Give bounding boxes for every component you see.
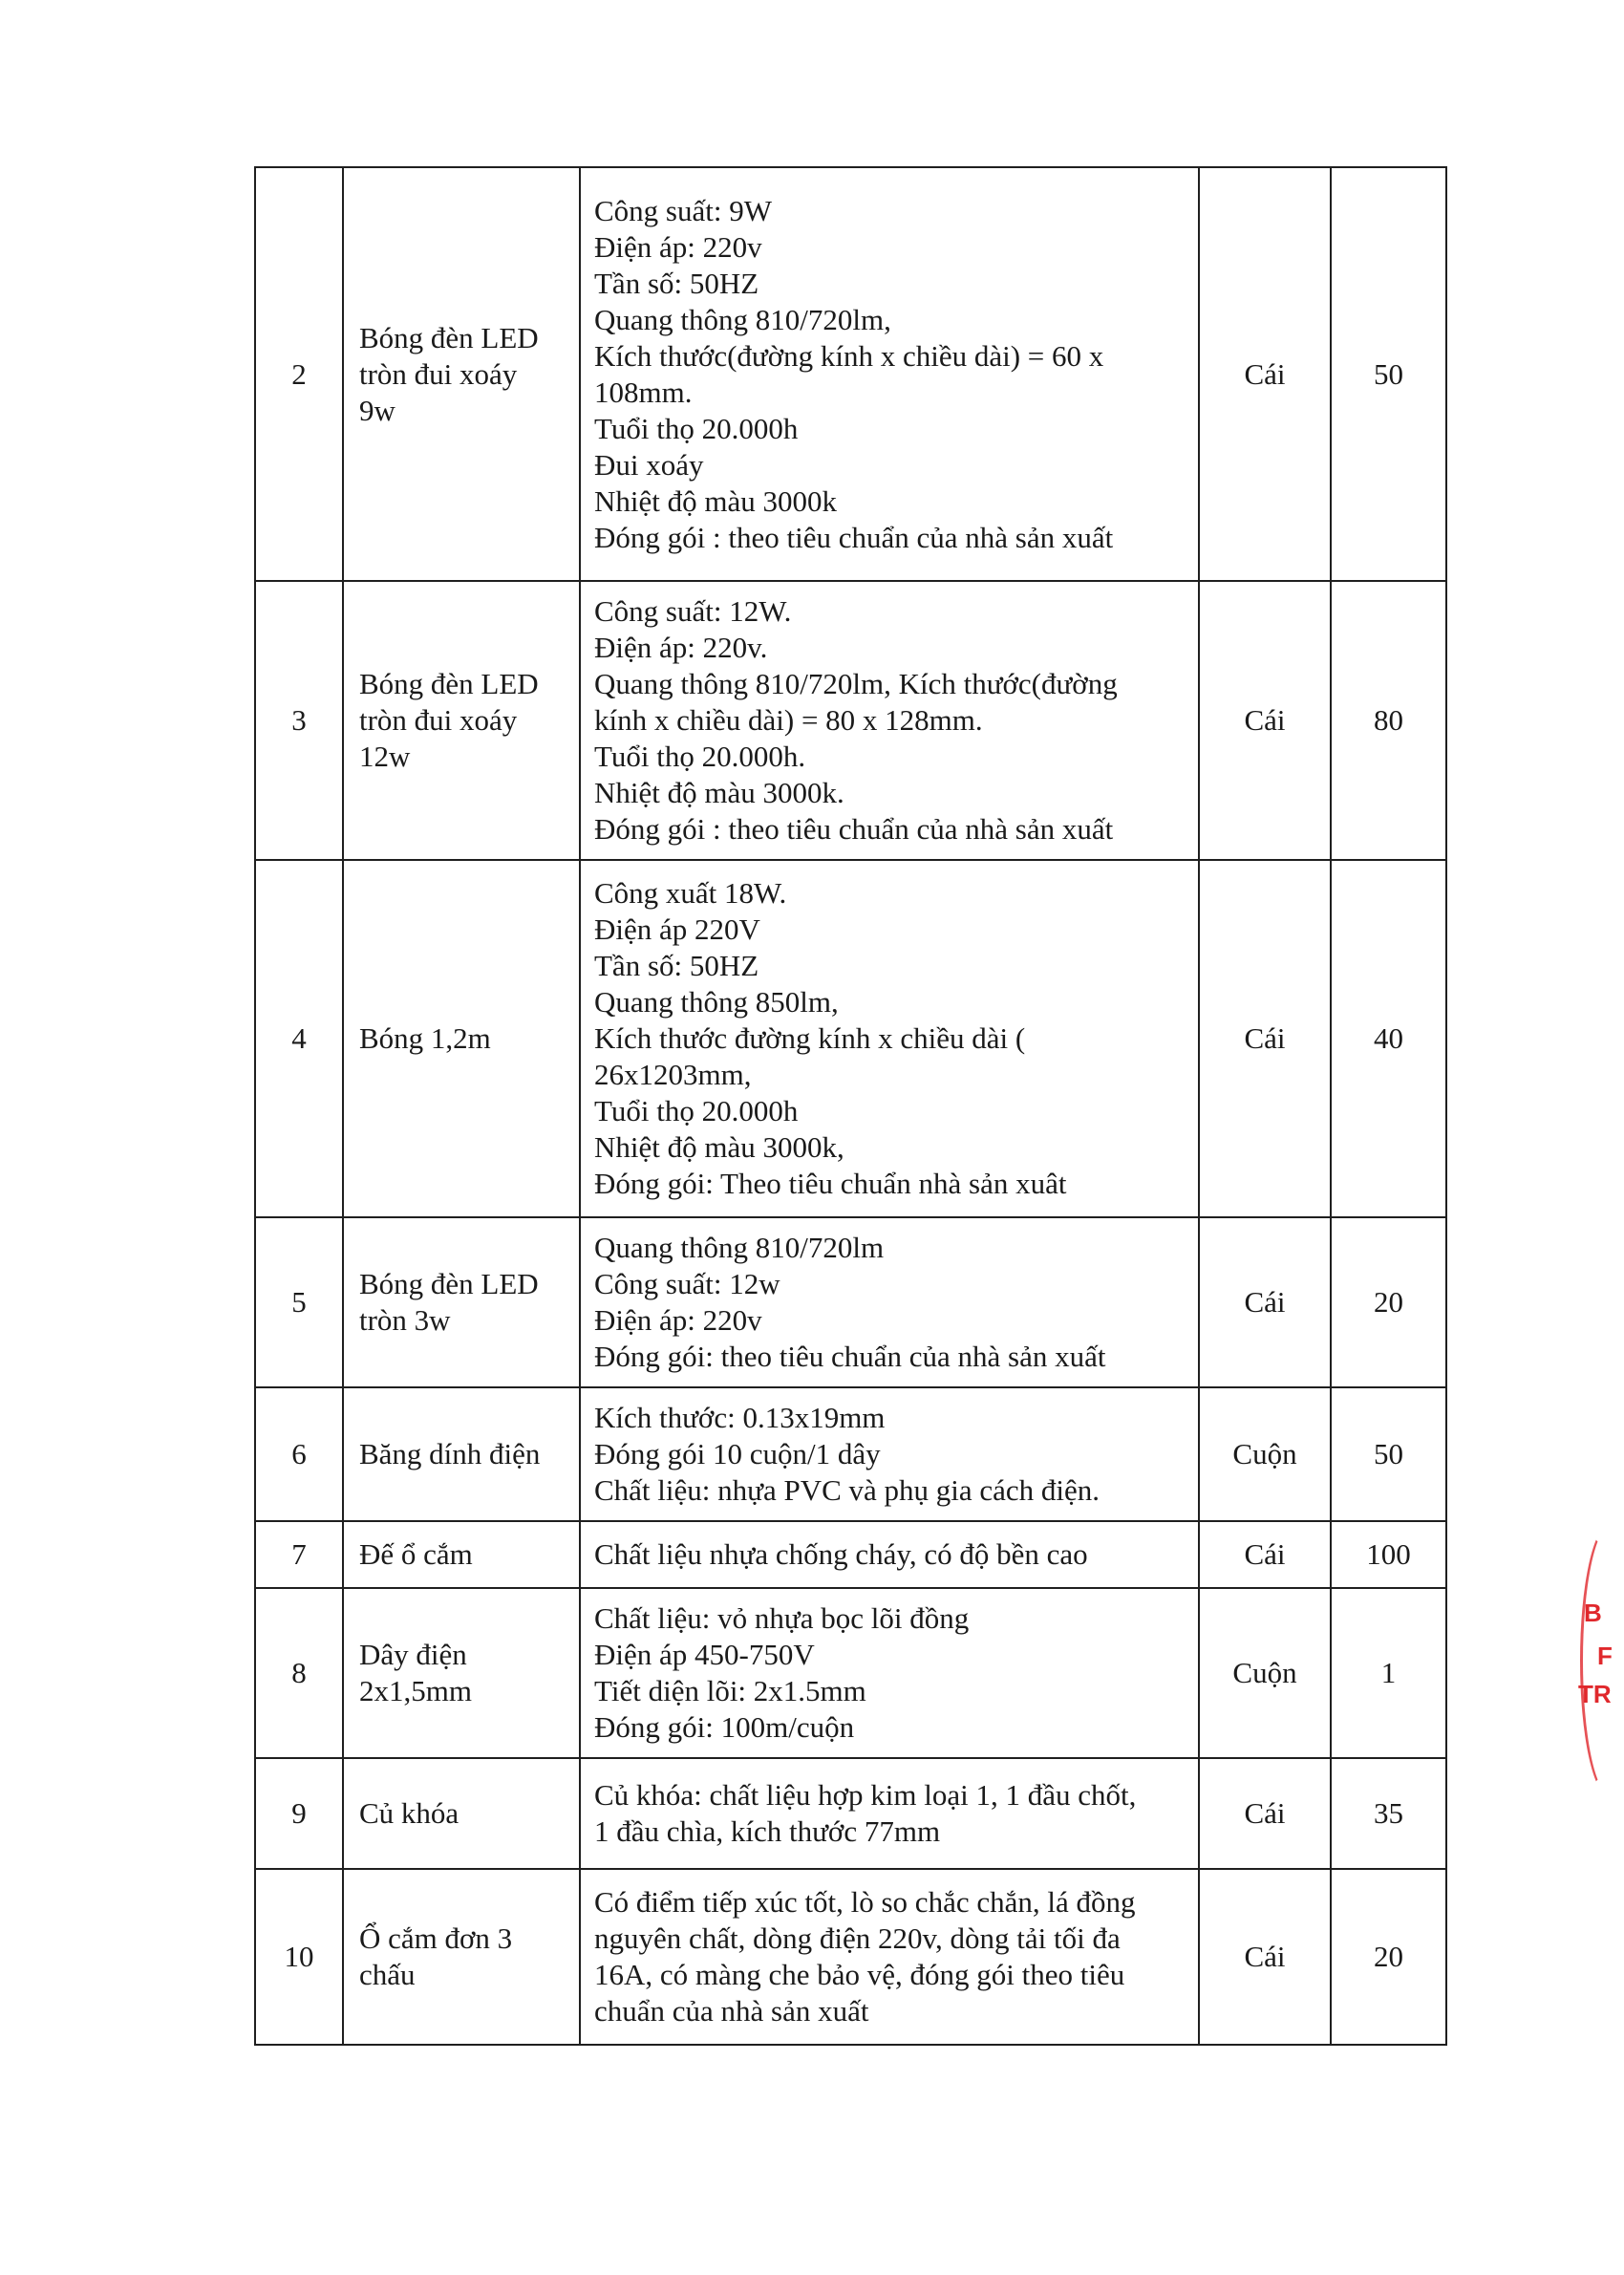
spec-line: Quang thông 850lm, [594, 985, 839, 1019]
product-name-line: 2x1,5mm [359, 1674, 472, 1707]
spec-line: nguyên chất, dòng điện 220v, dòng tải tối đa [594, 1921, 1121, 1955]
cell-product-name [343, 1758, 580, 1869]
spec-line: Đóng gói: theo tiêu chuẩn của nhà sản xuất [594, 1340, 1106, 1373]
stamp-text-1: B [1584, 1599, 1602, 1627]
cell-specification [580, 581, 1199, 860]
product-name-line: Bóng 1,2m [359, 1021, 491, 1055]
product-name-line: Bóng đèn LED [359, 667, 539, 700]
red-seal-stamp-fragment [1574, 1524, 1624, 1811]
cell-stt: 10 [255, 1869, 343, 2045]
cell-quantity: 20 [1331, 1869, 1446, 2045]
product-name-line: chấu [359, 1958, 416, 1991]
spec-line: Điện áp: 220v [594, 229, 762, 264]
cell-quantity: 50 [1331, 1387, 1446, 1521]
spec-line: Củ khóa: chất liệu hợp kim loại 1, 1 đầu chốt, [594, 1778, 1137, 1812]
cell-product-name [343, 581, 580, 860]
cell-unit: Cái [1199, 1521, 1331, 1588]
cell-quantity: 80 [1331, 581, 1446, 860]
spec-line: Điện áp 450-750V [594, 1638, 815, 1671]
spec-line: Tuổi thọ 20.000h. [594, 740, 806, 773]
product-name-line: 9w [359, 393, 395, 427]
cell-quantity: 1 [1331, 1588, 1446, 1758]
cell-quantity: 35 [1331, 1758, 1446, 1869]
cell-unit: Cuộn [1199, 1387, 1331, 1521]
spec-line: Chất liệu: vỏ nhựa bọc lõi đồng [594, 1601, 970, 1635]
cell-product-name [343, 1217, 580, 1387]
spec-line: Đóng gói: Theo tiêu chuẩn nhà sản xuât [594, 1167, 1067, 1200]
cell-specification [580, 1521, 1199, 1588]
spec-line: Công suất: 12w [594, 1267, 780, 1300]
cell-stt: 9 [255, 1758, 343, 1869]
spec-line: 1 đầu chìa, kích thước 77mm [594, 1814, 941, 1848]
cell-stt: 2 [255, 167, 343, 581]
product-name-line: Băng dính điện [359, 1437, 541, 1470]
spec-line: Kích thước: 0.13x19mm [594, 1401, 886, 1434]
cell-product-name [343, 860, 580, 1217]
table-row [255, 167, 1446, 581]
spec-line: Đóng gói : theo tiêu chuẩn của nhà sản xuất [594, 812, 1114, 846]
cell-stt: 6 [255, 1387, 343, 1521]
cell-product-name [343, 1869, 580, 2045]
cell-stt: 7 [255, 1521, 343, 1588]
spec-line: Công suất: 12W. [594, 594, 792, 628]
product-name-line: 12w [359, 740, 411, 773]
cell-product-name [343, 167, 580, 581]
cell-product-name [343, 1521, 580, 1588]
spec-line: Đóng gói 10 cuộn/1 dây [594, 1437, 881, 1470]
spec-line: Quang thông 810/720lm [594, 1231, 885, 1264]
cell-stt: 4 [255, 860, 343, 1217]
cell-product-name [343, 1588, 580, 1758]
product-spec-table [254, 166, 1447, 2046]
stamp-text-2: F [1597, 1642, 1613, 1670]
product-name-line: tròn đui xoáy [359, 703, 518, 737]
spec-line: 16A, có màng che bảo vệ, đóng gói theo tiêu [594, 1958, 1125, 1991]
spec-line: kính x chiều dài) = 80 x 128mm. [594, 703, 983, 737]
table-row [255, 581, 1446, 860]
spec-line: Chất liệu: nhựa PVC và phụ gia cách điện. [594, 1473, 1100, 1507]
spec-line: Tuổi thọ 20.000h [594, 411, 799, 445]
cell-unit: Cái [1199, 167, 1331, 581]
spec-line: Tần số: 50HZ [594, 949, 759, 982]
cell-specification [580, 1588, 1199, 1758]
spec-line: Nhiệt độ màu 3000k [594, 483, 837, 518]
cell-stt: 8 [255, 1588, 343, 1758]
cell-quantity: 100 [1331, 1521, 1446, 1588]
spec-line: Điện áp: 220v. [594, 631, 768, 664]
spec-line: Nhiệt độ màu 3000k. [594, 776, 844, 809]
product-name-line: Dây điện [359, 1638, 467, 1671]
spec-line: Công xuất 18W. [594, 876, 787, 910]
cell-unit: Cái [1199, 1869, 1331, 2045]
spec-line: Tiết diện lõi: 2x1.5mm [594, 1674, 866, 1707]
spec-line: Đóng gói : theo tiêu chuẩn của nhà sản xuất [594, 520, 1114, 554]
cell-quantity: 50 [1331, 167, 1446, 581]
table-row [255, 860, 1446, 1217]
product-name-line: Ổ cắm đơn 3 [359, 1921, 513, 1955]
spec-line: Kích thước đường kính x chiều dài ( [594, 1021, 1026, 1055]
product-name-line: Bóng đèn LED [359, 320, 539, 354]
cell-product-name [343, 1387, 580, 1521]
cell-specification [580, 1387, 1199, 1521]
spec-line: 108mm. [594, 375, 693, 409]
spec-line: Quang thông 810/720lm, Kích thước(đường [594, 667, 1118, 700]
stamp-text-3: TR [1578, 1680, 1612, 1708]
cell-unit: Cái [1199, 860, 1331, 1217]
spec-line: Đui xoáy [594, 447, 704, 482]
cell-specification [580, 1869, 1199, 2045]
cell-specification [580, 1758, 1199, 1869]
cell-specification [580, 167, 1199, 581]
table-row [255, 1588, 1446, 1758]
spec-line: Công suất: 9W [594, 193, 772, 227]
spec-line: Có điểm tiếp xúc tốt, lò so chắc chắn, lá đồng [594, 1885, 1136, 1919]
spec-line: Tuổi thọ 20.000h [594, 1094, 799, 1127]
spec-line: 26x1203mm, [594, 1058, 752, 1091]
spec-line: Đóng gói: 100m/cuộn [594, 1710, 855, 1744]
product-name-line: Đế ổ cắm [359, 1537, 473, 1571]
spec-line: Quang thông 810/720lm, [594, 302, 891, 336]
spec-line: Kích thước(đường kính x chiều dài) = 60 x [594, 338, 1104, 373]
table-row [255, 1521, 1446, 1588]
product-name-line: tròn đui xoáy [359, 356, 518, 391]
product-name-line: Bóng đèn LED [359, 1267, 539, 1300]
table-row [255, 1387, 1446, 1521]
table-row [255, 1217, 1446, 1387]
spec-line: Điện áp 220V [594, 912, 760, 946]
spec-line: chuẩn của nhà sản xuất [594, 1994, 869, 2028]
cell-quantity: 20 [1331, 1217, 1446, 1387]
cell-unit: Cuộn [1199, 1588, 1331, 1758]
table-row [255, 1869, 1446, 2045]
cell-specification [580, 860, 1199, 1217]
cell-stt: 3 [255, 581, 343, 860]
spec-line: Điện áp: 220v [594, 1303, 762, 1337]
table-row [255, 1758, 1446, 1869]
product-name-line: tròn 3w [359, 1303, 451, 1337]
cell-stt: 5 [255, 1217, 343, 1387]
spec-line: Tần số: 50HZ [594, 266, 759, 300]
table-body [255, 167, 1446, 2045]
product-name-line: Củ khóa [359, 1796, 459, 1830]
cell-quantity: 40 [1331, 860, 1446, 1217]
cell-specification [580, 1217, 1199, 1387]
cell-unit: Cái [1199, 1758, 1331, 1869]
spec-line: Chất liệu nhựa chống cháy, có độ bền cao [594, 1537, 1088, 1571]
spec-line: Nhiệt độ màu 3000k, [594, 1130, 844, 1164]
cell-unit: Cái [1199, 1217, 1331, 1387]
cell-unit: Cái [1199, 581, 1331, 860]
